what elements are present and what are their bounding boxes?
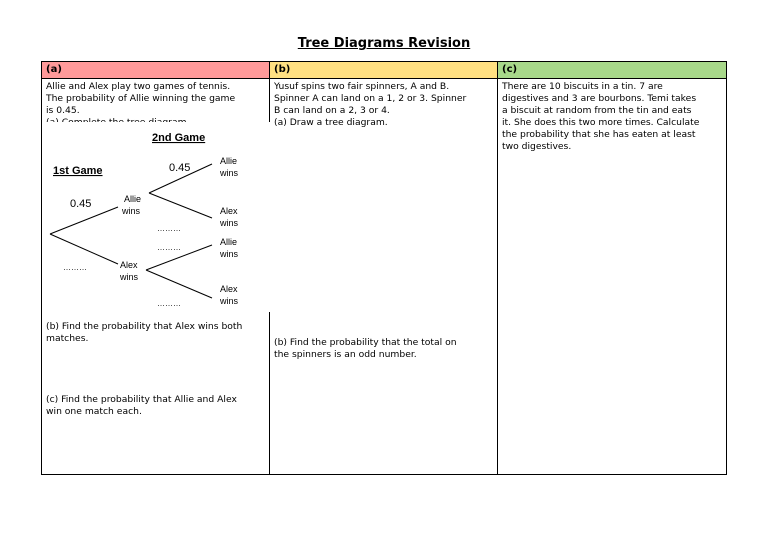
column-a bbox=[42, 62, 270, 474]
leaf-allie-wins-line2: wins bbox=[220, 168, 239, 178]
blank-allie-alex: ……… bbox=[157, 224, 181, 233]
column-b-header: (b) bbox=[270, 62, 497, 79]
node-allie-wins-line1: Allie bbox=[124, 194, 142, 204]
question-a-part-c: (c) Find the probability that Allie and Alex win one match each. bbox=[46, 394, 237, 417]
second-branch-probability: 0.45 bbox=[169, 162, 191, 174]
first-branch-probability: 0.45 bbox=[70, 198, 92, 210]
blank-alex-allie: ……… bbox=[157, 243, 181, 252]
second-game-label: 2nd Game bbox=[152, 132, 206, 144]
column-c-header: (c) bbox=[498, 62, 726, 79]
column-a-header: (a) bbox=[42, 62, 269, 79]
node-alex-wins-line1: Alex bbox=[120, 260, 138, 270]
question-b-part-b: (b) Find the probability that the total on the spinners is an odd number. bbox=[274, 337, 457, 360]
leaf-allie-wins-line1: Allie bbox=[220, 156, 238, 166]
node-allie-wins-line2: wins bbox=[122, 206, 141, 216]
worksheet-table bbox=[41, 61, 727, 475]
blank-first-alex: ……… bbox=[63, 263, 87, 272]
tree-diagram bbox=[42, 122, 270, 322]
question-b-intro: Yusuf spins two fair spinners, A and B. Spinner A can land on a 1, 2 or 3. Spinner B can land on a 2, 3 or 4. (a) Draw a tree diagram. bbox=[274, 81, 467, 128]
column-b bbox=[270, 62, 498, 474]
leaf-alex-wins-line2: wins bbox=[220, 218, 239, 228]
leaf2-allie-wins-line2: wins bbox=[220, 249, 239, 259]
node-alex-wins-line2: wins bbox=[120, 272, 139, 282]
leaf2-allie-wins-line1: Allie bbox=[220, 237, 238, 247]
leaf2-alex-wins-line2: wins bbox=[220, 296, 239, 306]
page-title: Tree Diagrams Revision bbox=[297, 36, 471, 51]
question-a-part-b: (b) Find the probability that Alex wins both matches. bbox=[46, 321, 243, 344]
first-game-label: 1st Game bbox=[53, 165, 103, 177]
blank-alex-alex: ……… bbox=[157, 299, 181, 308]
question-a-intro: Allie and Alex play two games of tennis. The probability of Allie winning the game is 0.45. bbox=[46, 81, 236, 116]
column-c bbox=[498, 62, 726, 474]
leaf-alex-wins-line1: Alex bbox=[220, 206, 238, 216]
question-c-intro: There are 10 biscuits in a tin. 7 are digestives and 3 are bourbons. Temi takes a biscuit at random from the tin and eats it. She does this two more times. Calculate the probability that she has eaten at least two digestives. bbox=[502, 81, 700, 152]
leaf2-alex-wins-line1: Alex bbox=[220, 284, 238, 294]
